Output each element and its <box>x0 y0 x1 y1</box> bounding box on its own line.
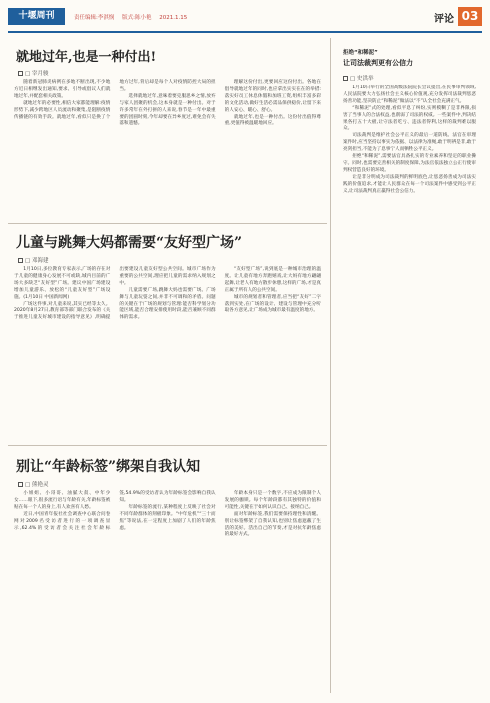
section-name: 评论 <box>434 14 454 25</box>
article-body <box>335 85 482 670</box>
left-column <box>8 36 327 697</box>
paragraph: 儿童需要广场,跳舞大妈也需要广场。广场舞与儿童玩耍之间,并非不可调和的矛盾。问题的关键在于广场的规划与管理:能否科学划分功能区域,能否合理安排使用时段,能否兼顾不同群体的需求。 <box>119 287 216 321</box>
column-divider <box>330 38 331 693</box>
paragraph: “友好型广场”,说到底是一种城市治理的温度。让儿童有地方奔跑嬉戏,让大妈有地方翩翩起舞,让老人有地方散步休憩,这样的广场,才是真正属于所有人的公共空间。 <box>224 267 321 293</box>
right-column <box>335 36 482 697</box>
paragraph: 就地过年,也是一种付出。这份付出值得尊重,更值得被温暖地回应。 <box>224 114 321 127</box>
paragraph: 选择就地过年,意味着要克服思乡之情,放弃与家人团聚的机会,这本身就是一种付出。对于许多常年在外打拼的人来说,春节是一年中最重要的团圆时刻,今年却要在异乡度过,难免会有失落和遗憾。 <box>119 93 216 127</box>
paragraph: 就地过年的必要性,相信大家都能理解:疫情形势下,减少跨地区人员流动和聚集,是阻断疫情传播链的有效手段。就地过年,看似只是换了个地方过年,背后却是每个人对疫情防控大局的担当。 <box>14 80 216 120</box>
paragraph: 城市的规划者和管理者,应当把“友好”二字落到实处,在广场的设计、建设与管理中充分听取各方意见,让广场成为城市最有温度的地方。 <box>224 294 321 314</box>
article-headline: 让司法裁判更有公信力 <box>343 58 413 67</box>
article-byline: □ 宰月骏 <box>18 69 327 77</box>
article-body <box>8 80 327 222</box>
paragraph: 面对年龄标签,我们需要保持理性和清醒。别让标签绑架了自我认知,也别让焦虑遮蔽了生活的美好。活出自己的节奏,才是对抗年龄焦虑的最好方式。 <box>224 511 321 538</box>
article-body <box>8 491 327 697</box>
paragraph: 小姐姐、小哥哥、油腻大叔、中年少女……眼下,很多流行语与年龄有关,年龄标签被贴在每一个人的身上,有人欢喜有人愁。 <box>14 491 111 510</box>
editorial-credits <box>74 13 193 21</box>
article-judicial-credibility <box>335 36 482 697</box>
page-number: 03 <box>458 7 482 26</box>
byline-box-icon <box>18 482 23 487</box>
paragraph: 1月10日举行的全国高级法院院长会议提出,在民事审判领域,人民法院要大力弘扬社会主义核心价值观,充分发挥司法裁判惩恶扬善功能,坚决防止“和稀泥”做法以“不”认全社会充满正气。 <box>343 85 476 104</box>
article-byline: □ 史洪举 <box>343 74 482 82</box>
article-age-labels <box>8 448 327 697</box>
paragraph: 让是非分明成为司法裁判的鲜明底色,让惩恶扬善成为司法实践的价值追求,才能让人民群众在每一个司法案件中感受到公平正义,让司法裁判真正赢得社会公信力。 <box>343 174 476 194</box>
byline-box-icon <box>18 71 23 76</box>
byline-box-icon <box>343 76 348 81</box>
paragraph: 广场这件事,对儿童来说,其实已经等太久。2020年8月27日,教育部等部门联合发布的《关于推进儿童友好城市建设的指导意见》,明确提出要建设儿童友好型公共空间。城市广场作为重要的公共空间,理应把儿童的需求纳入规划之中。 <box>14 267 216 321</box>
article-body <box>8 267 327 444</box>
paragraph: 司法裁判是维护社会公平正义的最后一道防线。法官在审理案件时,应当坚持以事实为依据、以法律为准绳,敢于明辨是非,敢于亮剑担当,不能为了息事宁人而牺牲公平正义。 <box>343 133 477 153</box>
newspaper-brand: 十堰周刊 <box>8 8 65 25</box>
article-divider <box>8 223 327 224</box>
paragraph: 1月10日,多位教育专家表示,广场的存在对于儿童的健康身心发展不可或缺,城内目前的广场大多缺乏“友好型”广场。建议中国广场建设增加儿童游乐、放松的“儿童友好型”广场设施。(1月10日 中国新闻网) <box>14 267 111 300</box>
article-local-new-year <box>8 36 327 222</box>
paragraph: 近日,中国青年报社社会调查中心联合问卷网对2009名受访者进行的一项调查显示,62.4%的受访者会关注社会年龄标签,54.9%的受访者认为年龄标签会影响自我认知。 <box>14 491 216 531</box>
paragraph: 随着新冠肺炎病例在多地不断出现,不少地方近日相继发出通知,要求、引导或倡议人们就地过年,并配套相关政策。 <box>14 80 111 99</box>
article-divider <box>8 445 327 446</box>
paragraph: 理解这份付出,更要回应这份付出。各地在倡导就地过年的同时,也应拿出实实在在的举措:落实好员工休息休假和加班工资,组织丰富多彩的文化活动,做好生活必需品保供稳价,让留下来的人安心、暖心、舒心。 <box>224 80 321 113</box>
paragraph: 年龄标签的流行,某种程度上反映了社会对不同年龄群体的刻板印象。“中年危机”“三十而焦”等说法,在一定程度上加剧了人们的年龄焦虑。 <box>119 504 216 531</box>
article-byline: □ 熊艳灵 <box>18 480 327 488</box>
article-friendly-square <box>8 226 327 444</box>
paragraph: 拒绝“和稀泥”,需要法官具备扎实的专业素养和坚定的职业操守。同时,也需要完善相关的制度保障,为法官依法独立公正行使审判权营造良好的环境。 <box>343 154 476 173</box>
byline-box-icon <box>18 258 23 263</box>
paragraph: “和稀泥”式的处理,看似平息了纠纷,实则模糊了是非界限,损害了当事人的合法权益,也削弱了司法的权威。一些案件中,判决结果各打五十大板,让守法者吃亏、违法者得利,这样的裁判难以服众。 <box>343 105 476 132</box>
article-headline: 别让“年龄标签”绑架自我认知 <box>16 459 201 475</box>
masthead-rule <box>8 31 482 33</box>
article-byline: □ 邓海建 <box>18 256 327 264</box>
article-kicker: 拒绝“和稀泥” <box>343 50 378 56</box>
issue-date: 2021.1.15 <box>159 15 188 21</box>
article-headline: 就地过年,也是一种付出! <box>16 50 157 65</box>
layout-credit: 版式:陈小艳 <box>122 15 152 21</box>
article-headline: 儿童与跳舞大妈都需要“友好型广场” <box>16 235 243 251</box>
editor-credit: 责任编辑:李淇悯 <box>74 15 115 21</box>
paragraph: 年龄本身只是一个数字,不应成为限制个人发展的枷锁。每个年龄段都有其独特的价值和可能性,关键在于如何认识自己、接纳自己。 <box>224 491 321 510</box>
page-masthead <box>8 4 482 30</box>
